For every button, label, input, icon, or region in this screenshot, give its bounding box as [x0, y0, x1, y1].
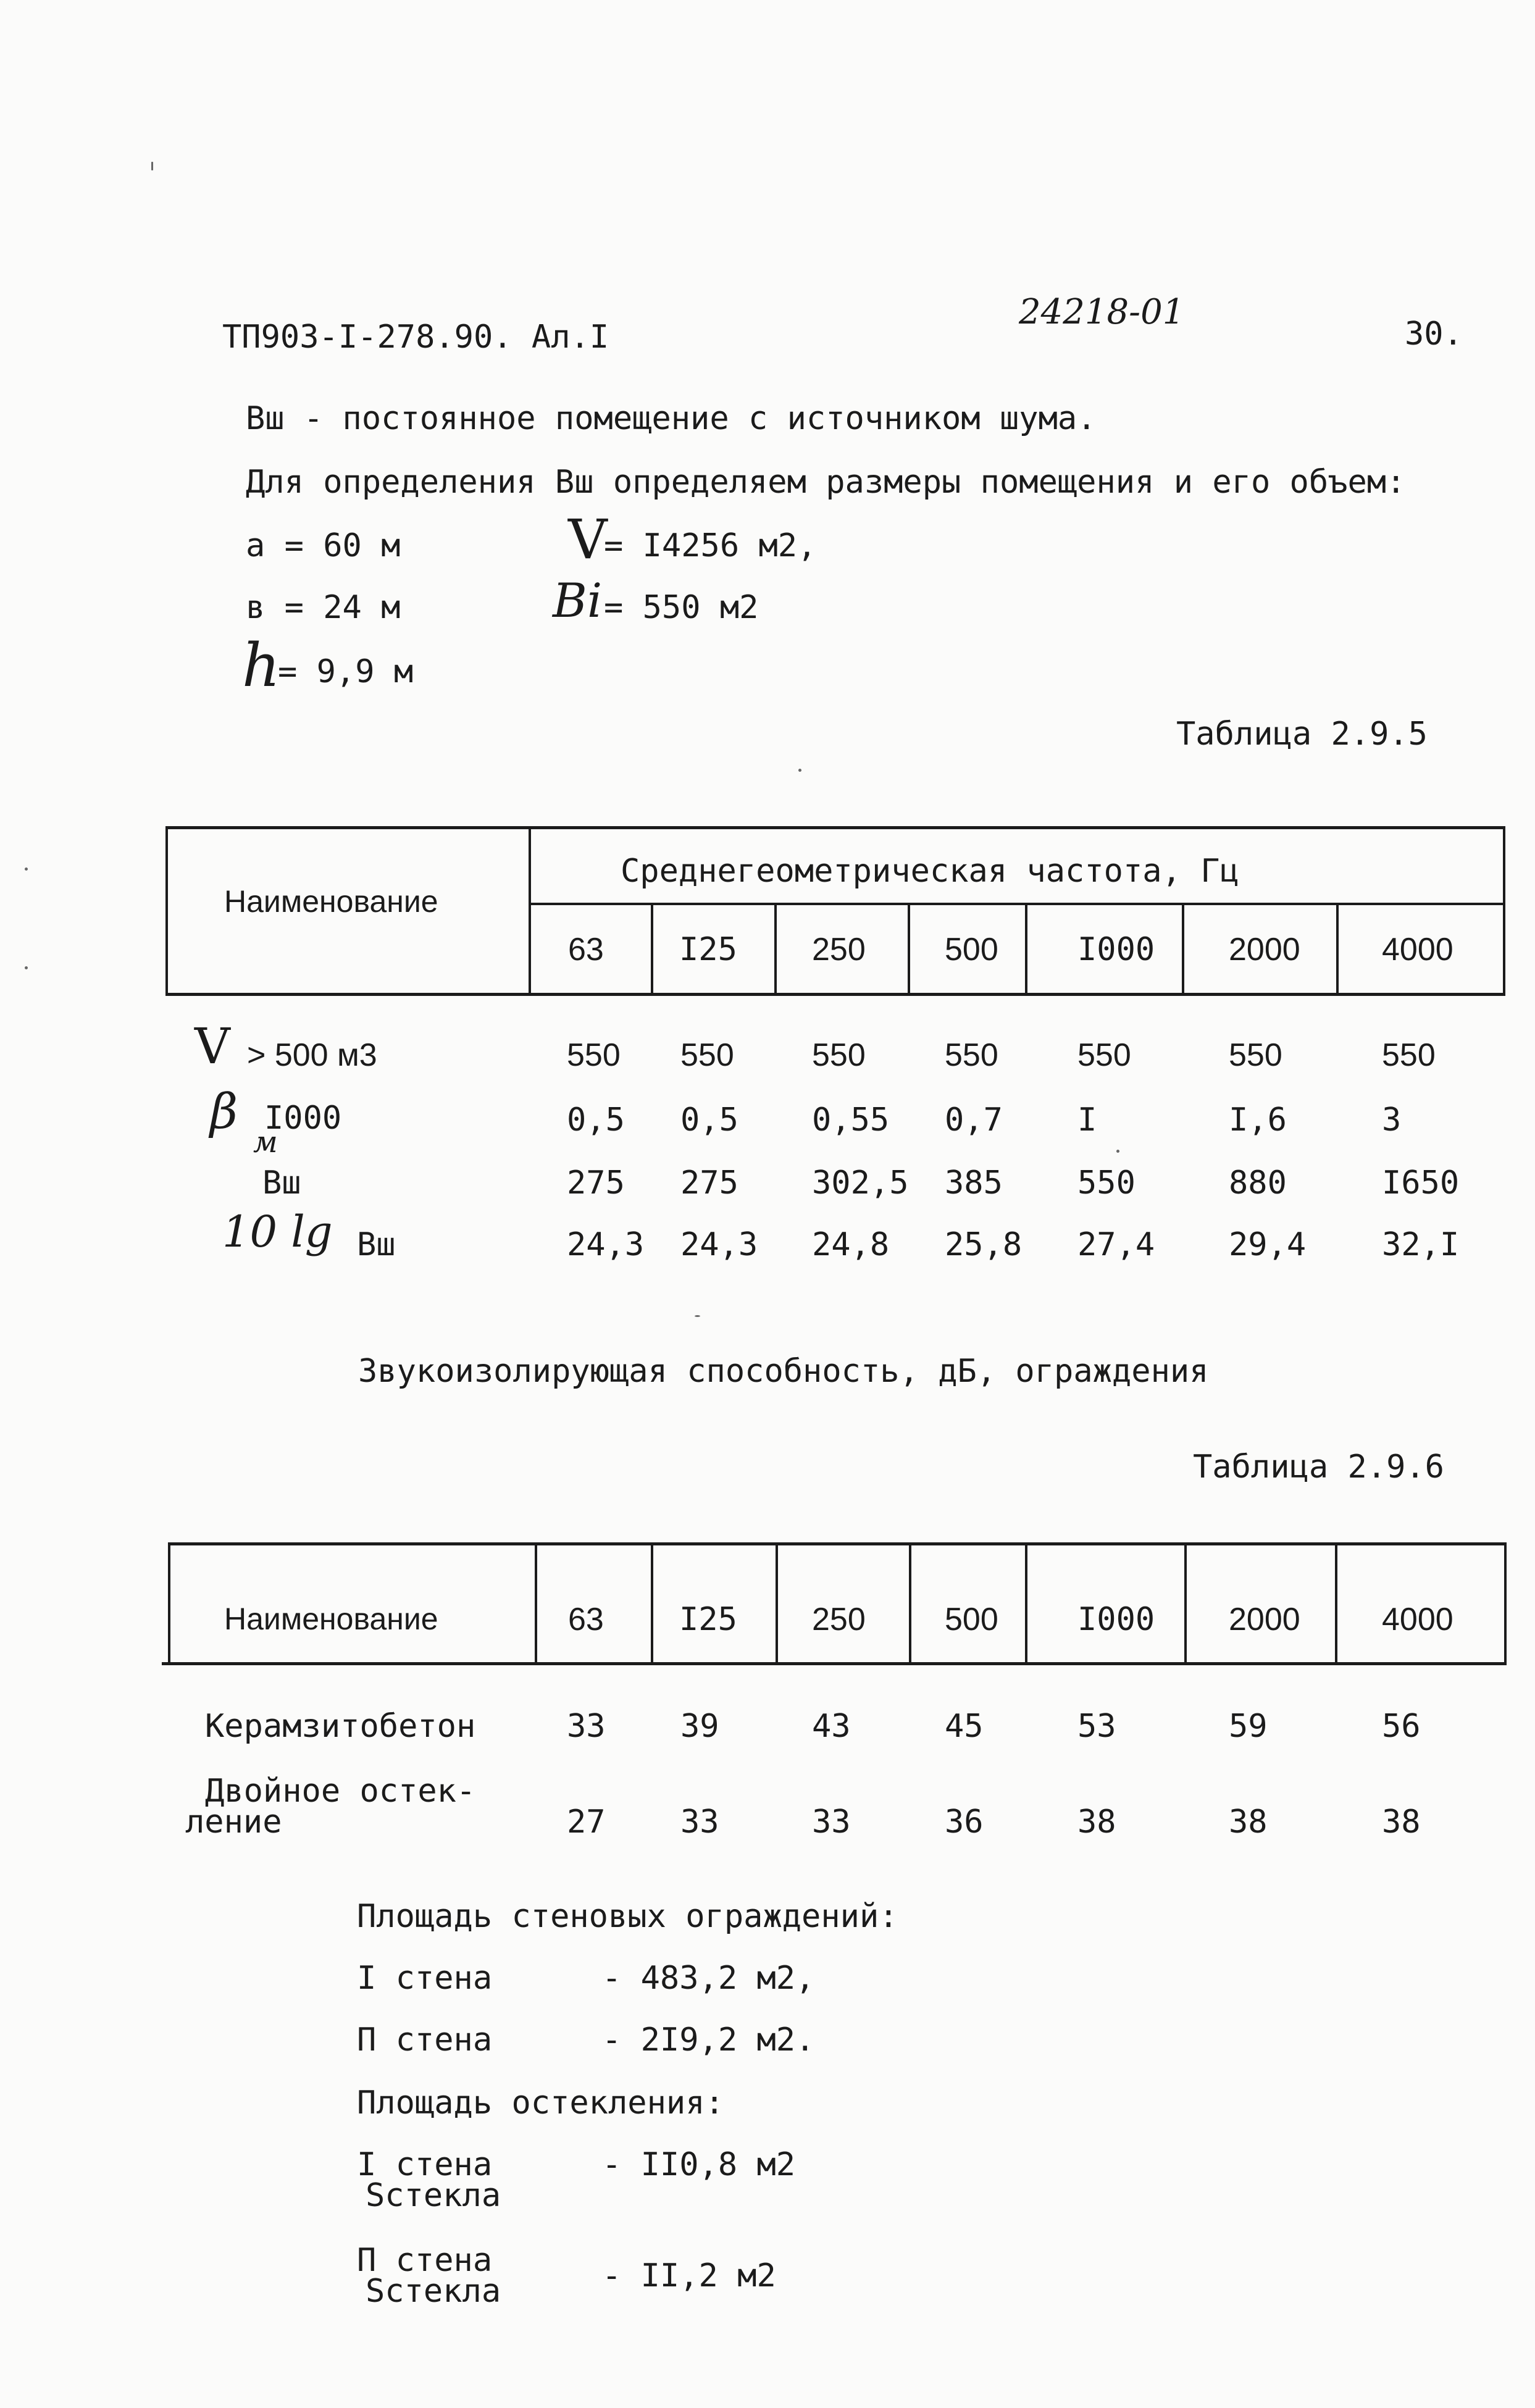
table2-freq-1000: I000 — [1077, 1601, 1155, 1638]
table2-freq-125: I25 — [679, 1601, 737, 1638]
table-2-9-5-caption: Таблица 2.9.5 — [1176, 716, 1428, 753]
row-label: > 500 м3 — [247, 1037, 377, 1073]
section-title: Звукоизолирующая способность, дБ, ограждения — [358, 1353, 1209, 1390]
table-cell: 38 — [1382, 1804, 1421, 1841]
glazing-1-value: - II0,8 м2 — [602, 2146, 796, 2183]
table1-freq-500: 500 — [945, 932, 998, 968]
row-label-handwritten: V — [194, 1018, 230, 1075]
intro-line-1: Вш - постоянное помещение с источником шума. — [246, 400, 1097, 437]
table1-name-header: Наименование — [224, 884, 438, 919]
table-cell: 38 — [1229, 1804, 1268, 1841]
table1-freq-1000: I000 — [1077, 931, 1155, 968]
intro-line-2: Для определения Вш определяем размеры помещения и его объем: — [246, 464, 1406, 501]
table-cell: 550 — [567, 1037, 621, 1073]
table-cell: 24,8 — [812, 1226, 890, 1263]
table-cell: 275 — [680, 1164, 738, 1202]
table1-frequency-header: Среднегеометрическая частота, Гц — [621, 853, 1239, 890]
table1-freq-4000: 4000 — [1382, 932, 1453, 968]
glazing-2-label-bottom: Sстекла — [366, 2273, 501, 2310]
table-cell: 0,5 — [567, 1102, 625, 1139]
row-label: Вш — [357, 1226, 396, 1263]
row-label-subscript: м — [253, 1125, 278, 1160]
table-cell: 550 — [680, 1037, 734, 1073]
scan-speck — [798, 769, 801, 772]
table-cell: 29,4 — [1229, 1226, 1307, 1263]
table-cell: 43 — [812, 1708, 851, 1745]
table-cell: 0,55 — [812, 1102, 890, 1139]
table-cell: 24,3 — [680, 1226, 758, 1263]
handwritten-registration-number: 24218-01 — [1019, 292, 1185, 332]
table-cell: 39 — [680, 1708, 719, 1745]
glazing-2-label-top: П стена — [357, 2242, 493, 2279]
row-label-line-1: Двойное остек- — [205, 1773, 476, 1810]
scan-speck — [1116, 1150, 1119, 1153]
dimension-a: а = 60 м — [246, 527, 401, 564]
table2-freq-500: 500 — [945, 1602, 998, 1637]
table-cell: 550 — [945, 1037, 998, 1073]
walls-area-title: Площадь стеновых ограждений: — [357, 1898, 898, 1935]
table-cell: 59 — [1229, 1708, 1268, 1745]
row-label-handwritten: β — [210, 1084, 238, 1140]
glazing-area-title: Площадь остекления: — [357, 2084, 724, 2122]
table-cell: 25,8 — [945, 1226, 1023, 1263]
table-cell: 36 — [945, 1804, 984, 1841]
table-cell: I650 — [1382, 1164, 1460, 1202]
volume-symbol: V — [568, 508, 608, 571]
row-label-line-2: ление — [185, 1804, 282, 1841]
table-cell: 0,5 — [680, 1102, 738, 1139]
table-cell: 550 — [1229, 1037, 1282, 1073]
table-cell: 0,7 — [945, 1102, 1003, 1139]
table-cell: 33 — [680, 1804, 719, 1841]
table-cell: 385 — [945, 1164, 1003, 1202]
scan-speck — [25, 966, 28, 969]
table-cell: 45 — [945, 1708, 984, 1745]
table-cell: 550 — [1382, 1037, 1436, 1073]
table-cell: 550 — [812, 1037, 866, 1073]
table-cell: 53 — [1077, 1708, 1116, 1745]
table2-freq-2000: 2000 — [1229, 1602, 1300, 1637]
table-cell: 27,4 — [1077, 1226, 1155, 1263]
wall-1-value: - 483,2 м2, — [602, 1960, 815, 1997]
dimension-h-symbol: h — [242, 631, 280, 700]
table-cell: 24,3 — [567, 1226, 645, 1263]
row-label: I000 — [264, 1100, 342, 1137]
page-number: 30. — [1405, 316, 1463, 353]
table2-freq-4000: 4000 — [1382, 1602, 1453, 1637]
table-cell: 3 — [1382, 1102, 1402, 1139]
dimension-b: в = 24 м — [246, 589, 401, 626]
table-cell: 38 — [1077, 1804, 1116, 1841]
wall-2-label: П стена — [357, 2021, 493, 2059]
table-cell: 32,I — [1382, 1226, 1460, 1263]
row-label: Керамзитобетон — [205, 1708, 476, 1745]
table1-freq-2000: 2000 — [1229, 932, 1300, 968]
table1-freq-63: 63 — [568, 932, 604, 968]
row-label-handwritten: 10 lg — [222, 1206, 333, 1257]
glazing-1-label-bottom: Sстекла — [366, 2177, 501, 2214]
table1-freq-250: 250 — [812, 932, 866, 968]
volume-value: = I4256 м2, — [604, 527, 817, 564]
table-cell: 550 — [1077, 1164, 1136, 1202]
table-cell: 27 — [567, 1804, 606, 1841]
scan-speck — [151, 162, 153, 170]
bi-value: = 550 м2 — [604, 589, 759, 626]
table2-freq-63: 63 — [568, 1602, 604, 1637]
dimension-h-value: = 9,9 м — [278, 653, 414, 690]
table-cell: I,6 — [1229, 1102, 1287, 1139]
table-cell: I — [1077, 1102, 1097, 1139]
document-code: ТП903-I-278.90. Ал.I — [222, 319, 609, 356]
wall-1-label: I стена — [357, 1960, 493, 1997]
table-cell: 33 — [812, 1804, 851, 1841]
table-cell: 275 — [567, 1164, 625, 1202]
scan-speck — [695, 1315, 700, 1317]
wall-2-value: - 2I9,2 м2. — [602, 2021, 815, 2059]
table2-freq-250: 250 — [812, 1602, 866, 1637]
table-cell: 302,5 — [812, 1164, 909, 1202]
glazing-1-label-top: I стена — [357, 2146, 493, 2183]
table-cell: 880 — [1229, 1164, 1287, 1202]
glazing-2-value: - II,2 м2 — [602, 2257, 776, 2294]
table2-name-header: Наименование — [224, 1602, 438, 1636]
table-2-9-6-caption: Таблица 2.9.6 — [1193, 1449, 1444, 1486]
scan-speck — [25, 867, 28, 871]
table-cell: 550 — [1077, 1037, 1131, 1073]
row-label: Вш — [262, 1164, 301, 1202]
bi-symbol: Вi — [553, 573, 603, 628]
table-cell: 33 — [567, 1708, 606, 1745]
table1-freq-125: I25 — [679, 931, 737, 968]
table-cell: 56 — [1382, 1708, 1421, 1745]
